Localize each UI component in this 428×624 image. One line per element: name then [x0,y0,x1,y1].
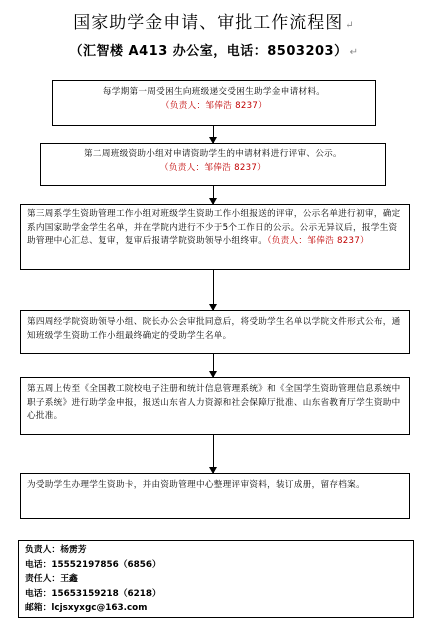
flow-arrow [213,186,214,204]
step-6-box [20,473,410,519]
step-3-text: 第三周系学生资助管理工作小组对班级学生资助工作小组报送的评审，公示名单进行初审，确定系内国家助学金学生名单，并在学院内进行不少于5个工作日的公示。公示无异议后，报学生资助管理中心汇总、复审，复审后报请学院资助领导小组终审。 [27,209,401,246]
step-2-responsible: （负责人：邹俸浩 8237） [159,162,267,173]
step-4-box [20,310,410,354]
paragraph-mark-icon: ↵ [349,47,359,58]
step-4-text: 第四周经学院资助领导小组、院长办公会审批同意后，将受助学生名单以学院文件形式公布，通知班级学生资助工作小组最终确定的受助学生名单。 [27,317,401,341]
step-6-text: 为受助学生办理学生资助卡，并由资助管理中心整理评审资料，装订成册，留存档案。 [27,480,365,490]
contact-responsible-phone: 电话：15653159218（6218） [25,588,161,599]
contact-manager-phone: 电话：15552197856（6856） [25,559,161,570]
step-2-box [40,143,386,186]
paragraph-mark-icon: ↵ [345,20,355,31]
flow-arrow [213,126,214,143]
step-1-responsible: （负责人：邹俸浩 8237） [160,100,268,111]
contact-box [18,540,414,618]
step-3-box [20,204,410,270]
flow-arrow [213,270,214,310]
flow-arrow [213,354,214,377]
step-5-box [20,377,410,435]
page-subtitle: （汇智楼 A413 办公室，电话：8503203） ↵ [69,44,359,59]
contact-email: 邮箱：lcjsxyxgc@163.com [25,603,148,614]
step-1-box [52,80,376,126]
step-5-text: 第五周上传至《全国教工院校电子注册和统计信息管理系统》和《全国学生资助管理信息系统中职子系统》进行助学金申报，报送山东省人力资源和社会保障厅批准、山东省教育厅学生资助中心批准。 [27,384,401,421]
step-1-text: 每学期第一周受困生向班级递交受困生助学金申请材料。 [102,87,326,97]
contact-responsible: 责任人：王鑫 [25,574,78,585]
step-3-responsible: （负责人：邹俸浩 8237） [267,236,369,246]
flow-arrow [213,435,214,473]
page-title: 国家助学金申请、审批工作流程图 ↵ [73,13,355,33]
contact-manager: 负责人：杨雳芳 [25,545,87,555]
step-2-text: 第二周班级资助小组对申请资助学生的申请材料进行评审、公示。 [84,149,342,159]
